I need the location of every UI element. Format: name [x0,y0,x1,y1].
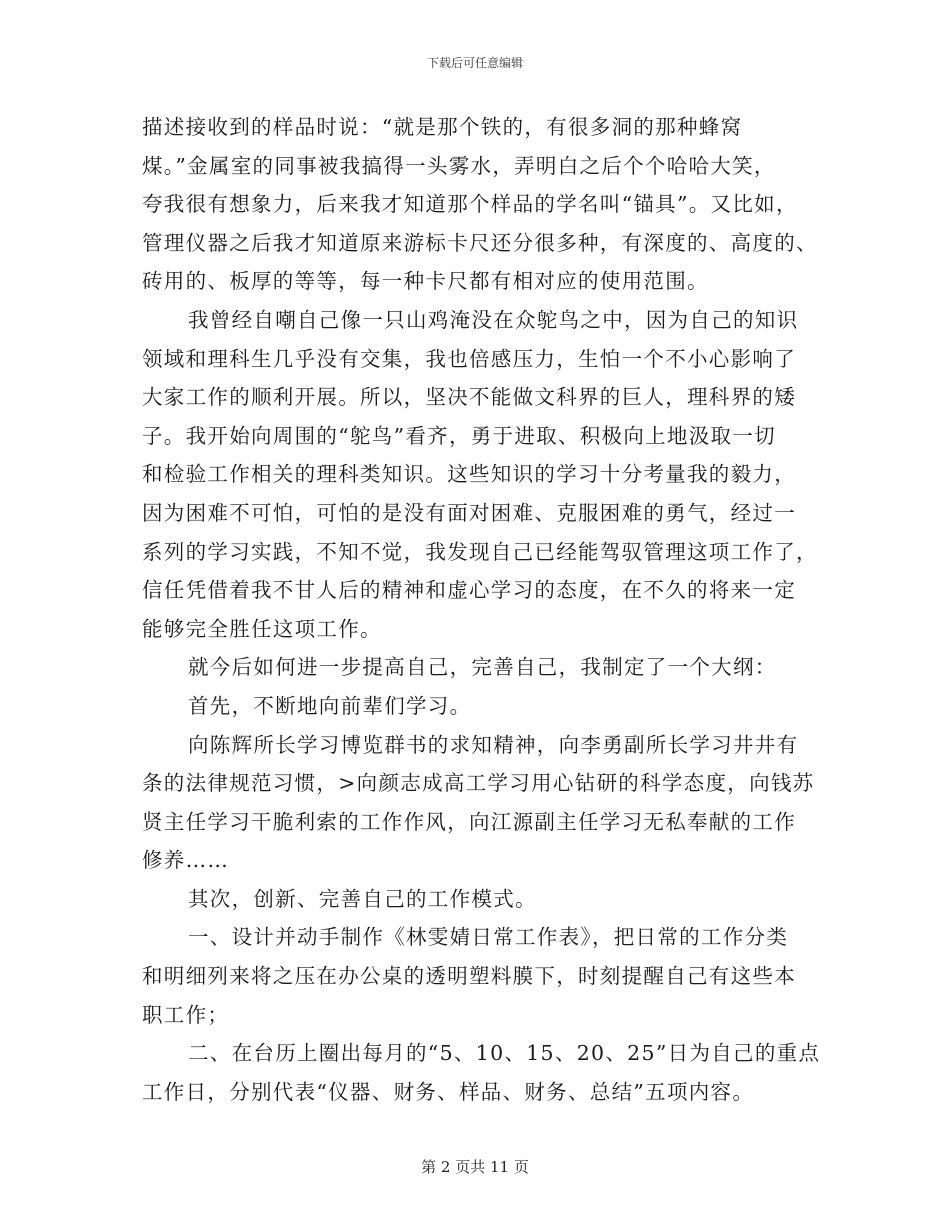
paragraph-first-line: 我曾经自嘲自己像一只山鸡淹没在众鸵鸟之中，因为自己的知识 [188,307,799,332]
body-line: 能够完全胜任这项工作。 [142,616,382,641]
body-line: 砖用的、板厚的等等，每一种卡尺都有相对应的使用范围。 [142,269,709,294]
page-number: 第 2 页共 11 页 [421,1158,529,1176]
body-line: 领域和理科生几乎没有交集，我也倍感压力，生怕一个不小心影响了 [142,346,796,371]
body-line: 大家工作的顺利开展。所以，坚决不能做文科界的巨人，理科界的矮 [142,385,796,410]
document-body [142,108,821,1111]
body-line: 修养…… [142,848,230,873]
body-line: 系列的学习实践，不知不觉，我发现自己已经能驾驭管理这项工作了， [142,539,818,564]
body-line: 子。我开始向周围的“鸵鸟”看齐，勇于进取、积极向上地汲取一切 [142,423,776,448]
body-line: 描述接收到的样品时说：“就是那个铁的，有很多洞的那种蜂窝 [142,115,743,139]
body-line: 信任凭借着我不甘人后的精神和虚心学习的态度，在不久的将来一定 [142,578,796,603]
paragraph-first-line: 二、在台历上圈出每月的“5、10、15、20、25”日为自己的重点 [188,1041,821,1066]
body-line: 和检验工作相关的理科类知识。这些知识的学习十分考量我的毅力， [142,462,796,487]
body-line: 职工作； [142,1002,230,1027]
body-line: 管理仪器之后我才知道原来游标卡尺还分很多种，有深度的、高度的、 [142,230,818,255]
paragraph-first-line: 首先，不断地向前辈们学习。 [188,693,472,718]
body-line: 工作日，分别代表“仪器、财务、样品、财务、总结”五项内容。 [142,1079,755,1104]
body-line: 夸我很有想象力，后来我才知道那个样品的学名叫“锚具”。又比如， [142,192,798,217]
page-header: 下载后可任意编辑 [426,56,523,70]
paragraph-first-line: 其次，创新、完善自己的工作模式。 [188,886,537,911]
paragraph-first-line: 向陈辉所长学习博览群书的求知精神，向李勇副所长学习井井有 [188,732,799,757]
body-line: 贤主任学习干脆利索的工作作风，向江源副主任学习无私奉献的工作 [142,809,796,834]
paragraph-first-line: 就今后如何进一步提高自己，完善自己，我制定了一个大纲： [188,655,777,680]
body-line: 条的法律规范习惯，>向颜志成高工学习用心钻研的科学态度，向钱苏 [142,771,815,796]
body-line: 煤。”金属室的同事被我搞得一头雾水，弄明白之后个个哈哈大笑， [142,153,776,178]
paragraph-first-line: 一、设计并动手制作《林雯婧日常工作表》，把日常的工作分类 [188,925,789,950]
body-line: 和明细列来将之压在办公桌的透明塑料膜下，时刻提醒自己有这些本 [142,964,796,989]
body-line: 因为困难不可怕，可怕的是没有面对困难、克服困难的勇气，经过一 [142,500,796,525]
